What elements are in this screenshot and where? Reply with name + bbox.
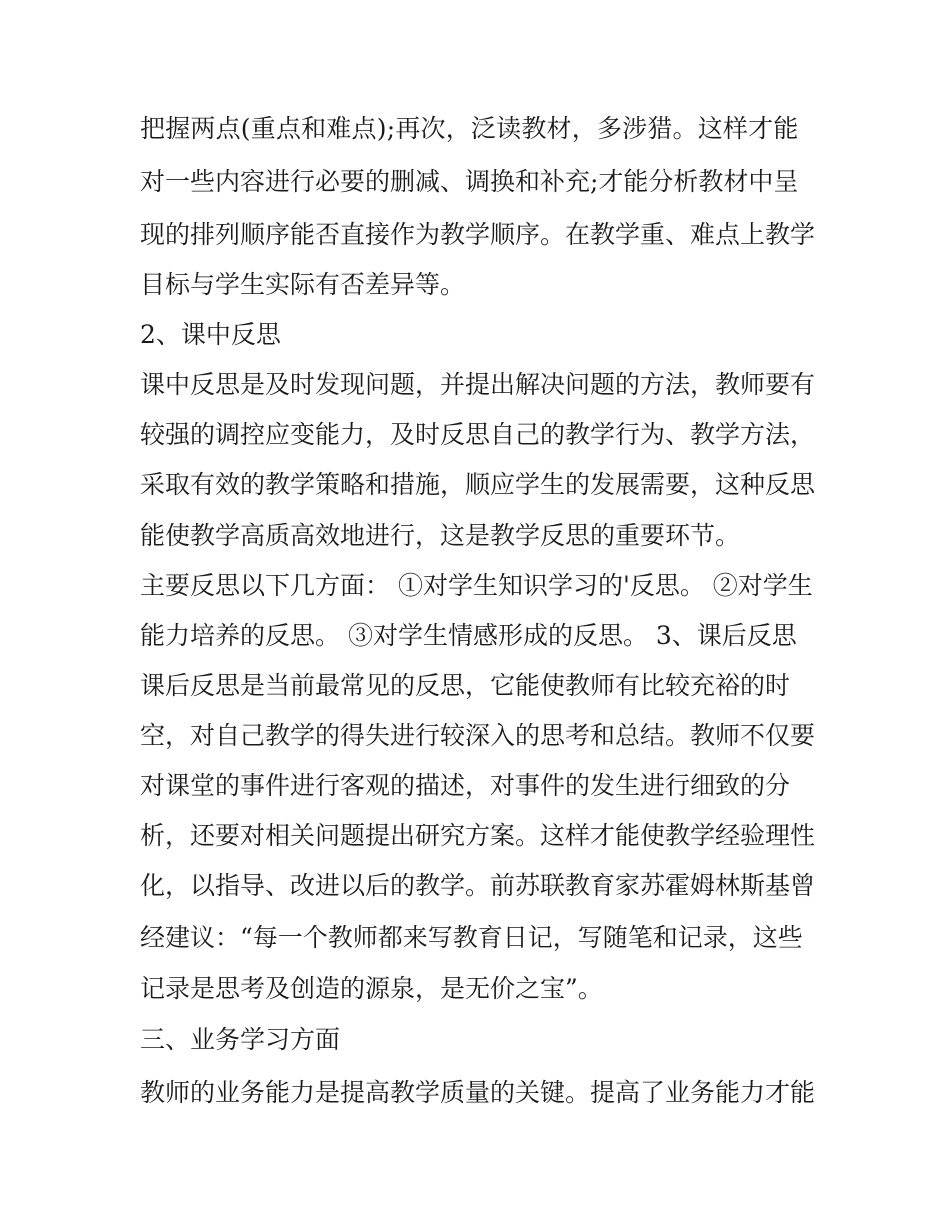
body-text-line: 空，对自己教学的得失进行较深入的思考和总结。教师不仅要	[140, 721, 816, 750]
body-text-line: 析，还要对相关问题提出研究方案。这样才能使教学经验理性	[140, 821, 816, 850]
body-text-line: 主要反思以下几方面： ①对学生知识学习的'反思。 ②对学生	[140, 571, 813, 600]
body-text-line: 记录是思考及创造的源泉，是无价之宝”。	[140, 974, 603, 1003]
body-text-line: 能使教学高质高效地进行，这是教学反思的重要环节。	[140, 521, 741, 550]
body-text-line: 对课堂的事件进行客观的描述，对事件的发生进行细致的分	[140, 771, 791, 800]
body-text-line: 化，以指导、改进以后的教学。前苏联教育家苏霍姆林斯基曾	[140, 871, 816, 900]
body-text-line: 课后反思是当前最常见的反思，它能使教师有比较充裕的时	[140, 671, 791, 700]
section-heading: 三、业务学习方面	[140, 1025, 341, 1054]
body-text-line: 经建议：“每一个教师都来写教育日记，写随笔和记录，这些	[140, 923, 803, 952]
body-text-line: 现的排列顺序能否直接作为教学顺序。在教学重、难点上教学	[140, 220, 816, 249]
body-text-line: 目标与学生实际有否差异等。	[140, 270, 466, 299]
body-text-line: 教师的业务能力是提高教学质量的关键。提高了业务能力才能	[140, 1078, 816, 1107]
body-text-line: 较强的调控应变能力，及时反思自己的教学行为、教学方法，	[140, 420, 816, 449]
body-text-line: 采取有效的教学策略和措施，顺应学生的发展需要，这种反思	[140, 470, 816, 499]
body-text-line: 把握两点(重点和难点);再次，泛读教材，多涉猎。这样才能	[140, 114, 799, 143]
section-heading: 2、课中反思	[140, 320, 281, 349]
body-text-line: 课中反思是及时发现问题，并提出解决问题的方法，教师要有	[140, 370, 816, 399]
body-text-line: 对一些内容进行必要的删减、调换和补充;才能分析教材中呈	[140, 167, 799, 196]
body-text-line: 能力培养的反思。 ③对学生情感形成的反思。 3、课后反思	[140, 621, 797, 650]
